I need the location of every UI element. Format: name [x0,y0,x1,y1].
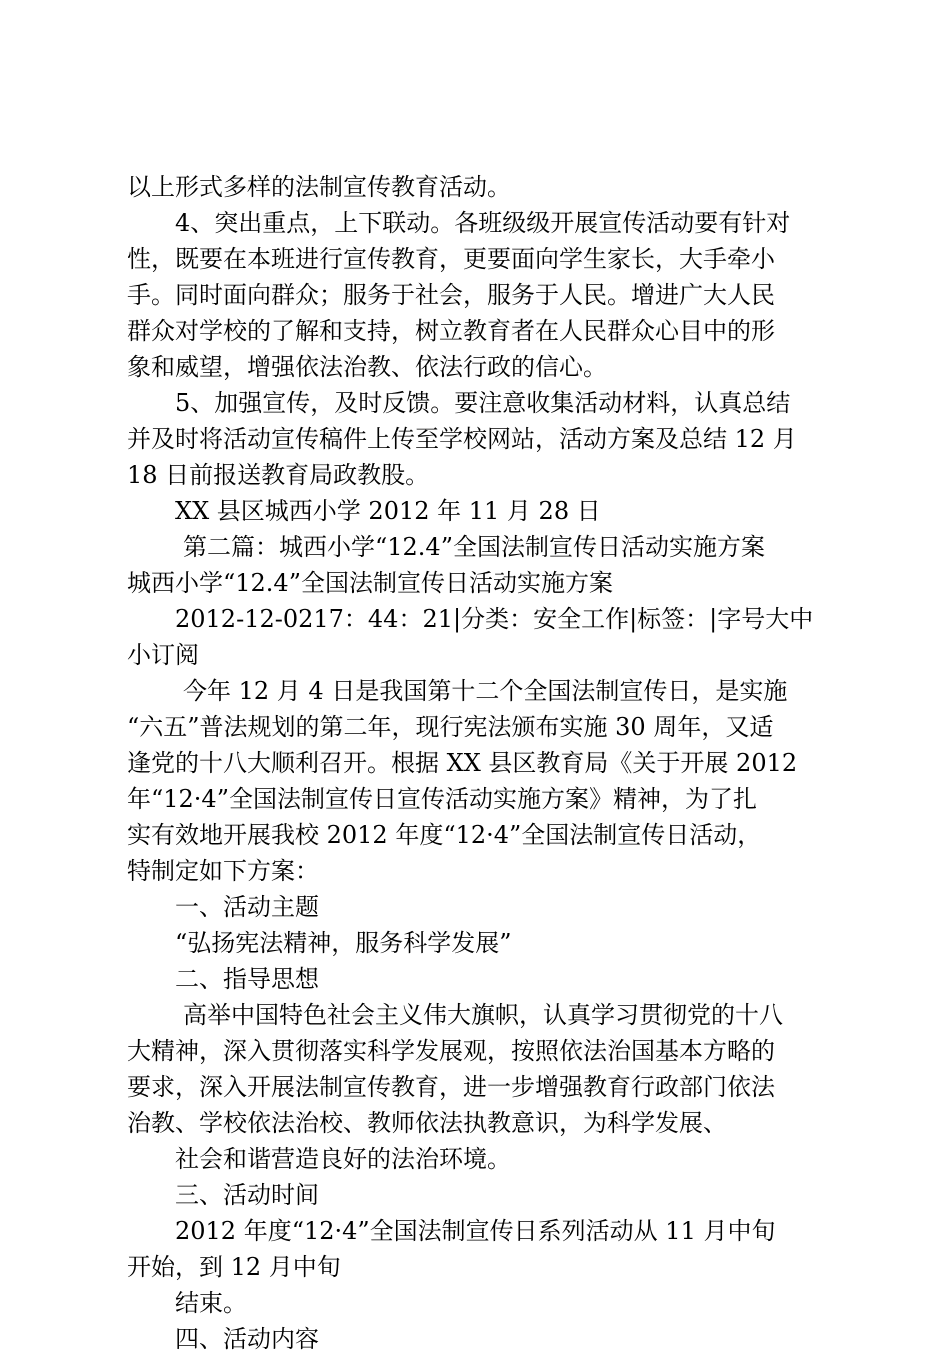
text-line: 治教、学校依法治校、教师依法执教意识，为科学发展、 [127,1109,727,1137]
text-line: 2012 年度“12·4”全国法制宣传日系列活动从 11 月中旬 [175,1217,776,1245]
text-line: 4、突出重点，上下联动。各班级级开展宣传活动要有针对 [175,209,791,237]
text-line: “六五”普法规划的第二年，现行宪法颁布实施 30 周年，又适 [127,713,774,741]
text-line: 今年 12 月 4 日是我国第十二个全国法制宣传日，是实施 [183,677,788,705]
text-line: XX 县区城西小学 2012 年 11 月 28 日 [175,497,601,525]
text-line: 结束。 [175,1289,247,1317]
text-line: “弘扬宪法精神，服务科学发展” [175,929,512,957]
section-heading: 三、活动时间 [175,1181,319,1209]
text-line: 性，既要在本班进行宣传教育，更要面向学生家长，大手牵小 [127,245,775,273]
text-line: 要求，深入开展法制宣传教育，进一步增强教育行政部门依法 [127,1073,775,1101]
text-line: 2012-12-0217：44：21|分类：安全工作|标签：|字号大中 [175,605,814,633]
text-line: 逢党的十八大顺利召开。根据 XX 县区教育局《关于开展 2012 [127,749,798,777]
text-line: 特制定如下方案： [127,857,319,885]
document-title: 城西小学“12.4”全国法制宣传日活动实施方案 [127,569,613,597]
text-line: 18 日前报送教育局政教股。 [127,461,430,489]
text-line: 大精神，深入贯彻落实科学发展观，按照依法治国基本方略的 [127,1037,775,1065]
text-line: 社会和谐营造良好的法治环境。 [175,1145,511,1173]
section-heading: 四、活动内容 [175,1325,319,1353]
text-line: 象和威望，增强依法治教、依法行政的信心。 [127,353,607,381]
text-line: 高举中国特色社会主义伟大旗帜，认真学习贯彻党的十八 [183,1001,783,1029]
section-heading: 一、活动主题 [175,893,319,921]
text-line: 年“12·4”全国法制宣传日宣传活动实施方案》精神，为了扎 [127,785,757,813]
text-line: 开始，到 12 月中旬 [127,1253,341,1281]
text-line: 实有效地开展我校 2012 年度“12·4”全国法制宣传日活动， [127,821,762,849]
text-line: 5、加强宣传，及时反馈。要注意收集活动材料，认真总结 [175,389,791,417]
section-heading: 二、指导思想 [175,965,319,993]
section-heading: 第二篇：城西小学“12.4”全国法制宣传日活动实施方案 [183,533,765,561]
text-line: 并及时将活动宣传稿件上传至学校网站，活动方案及总结 12 月 [127,425,797,453]
text-line: 群众对学校的了解和支持，树立教育者在人民群众心目中的形 [127,317,775,345]
text-line: 小订阅 [127,641,199,669]
text-line: 以上形式多样的法制宣传教育活动。 [127,173,511,201]
text-line: 手。同时面向群众；服务于社会，服务于人民。增进广大人民 [127,281,775,309]
